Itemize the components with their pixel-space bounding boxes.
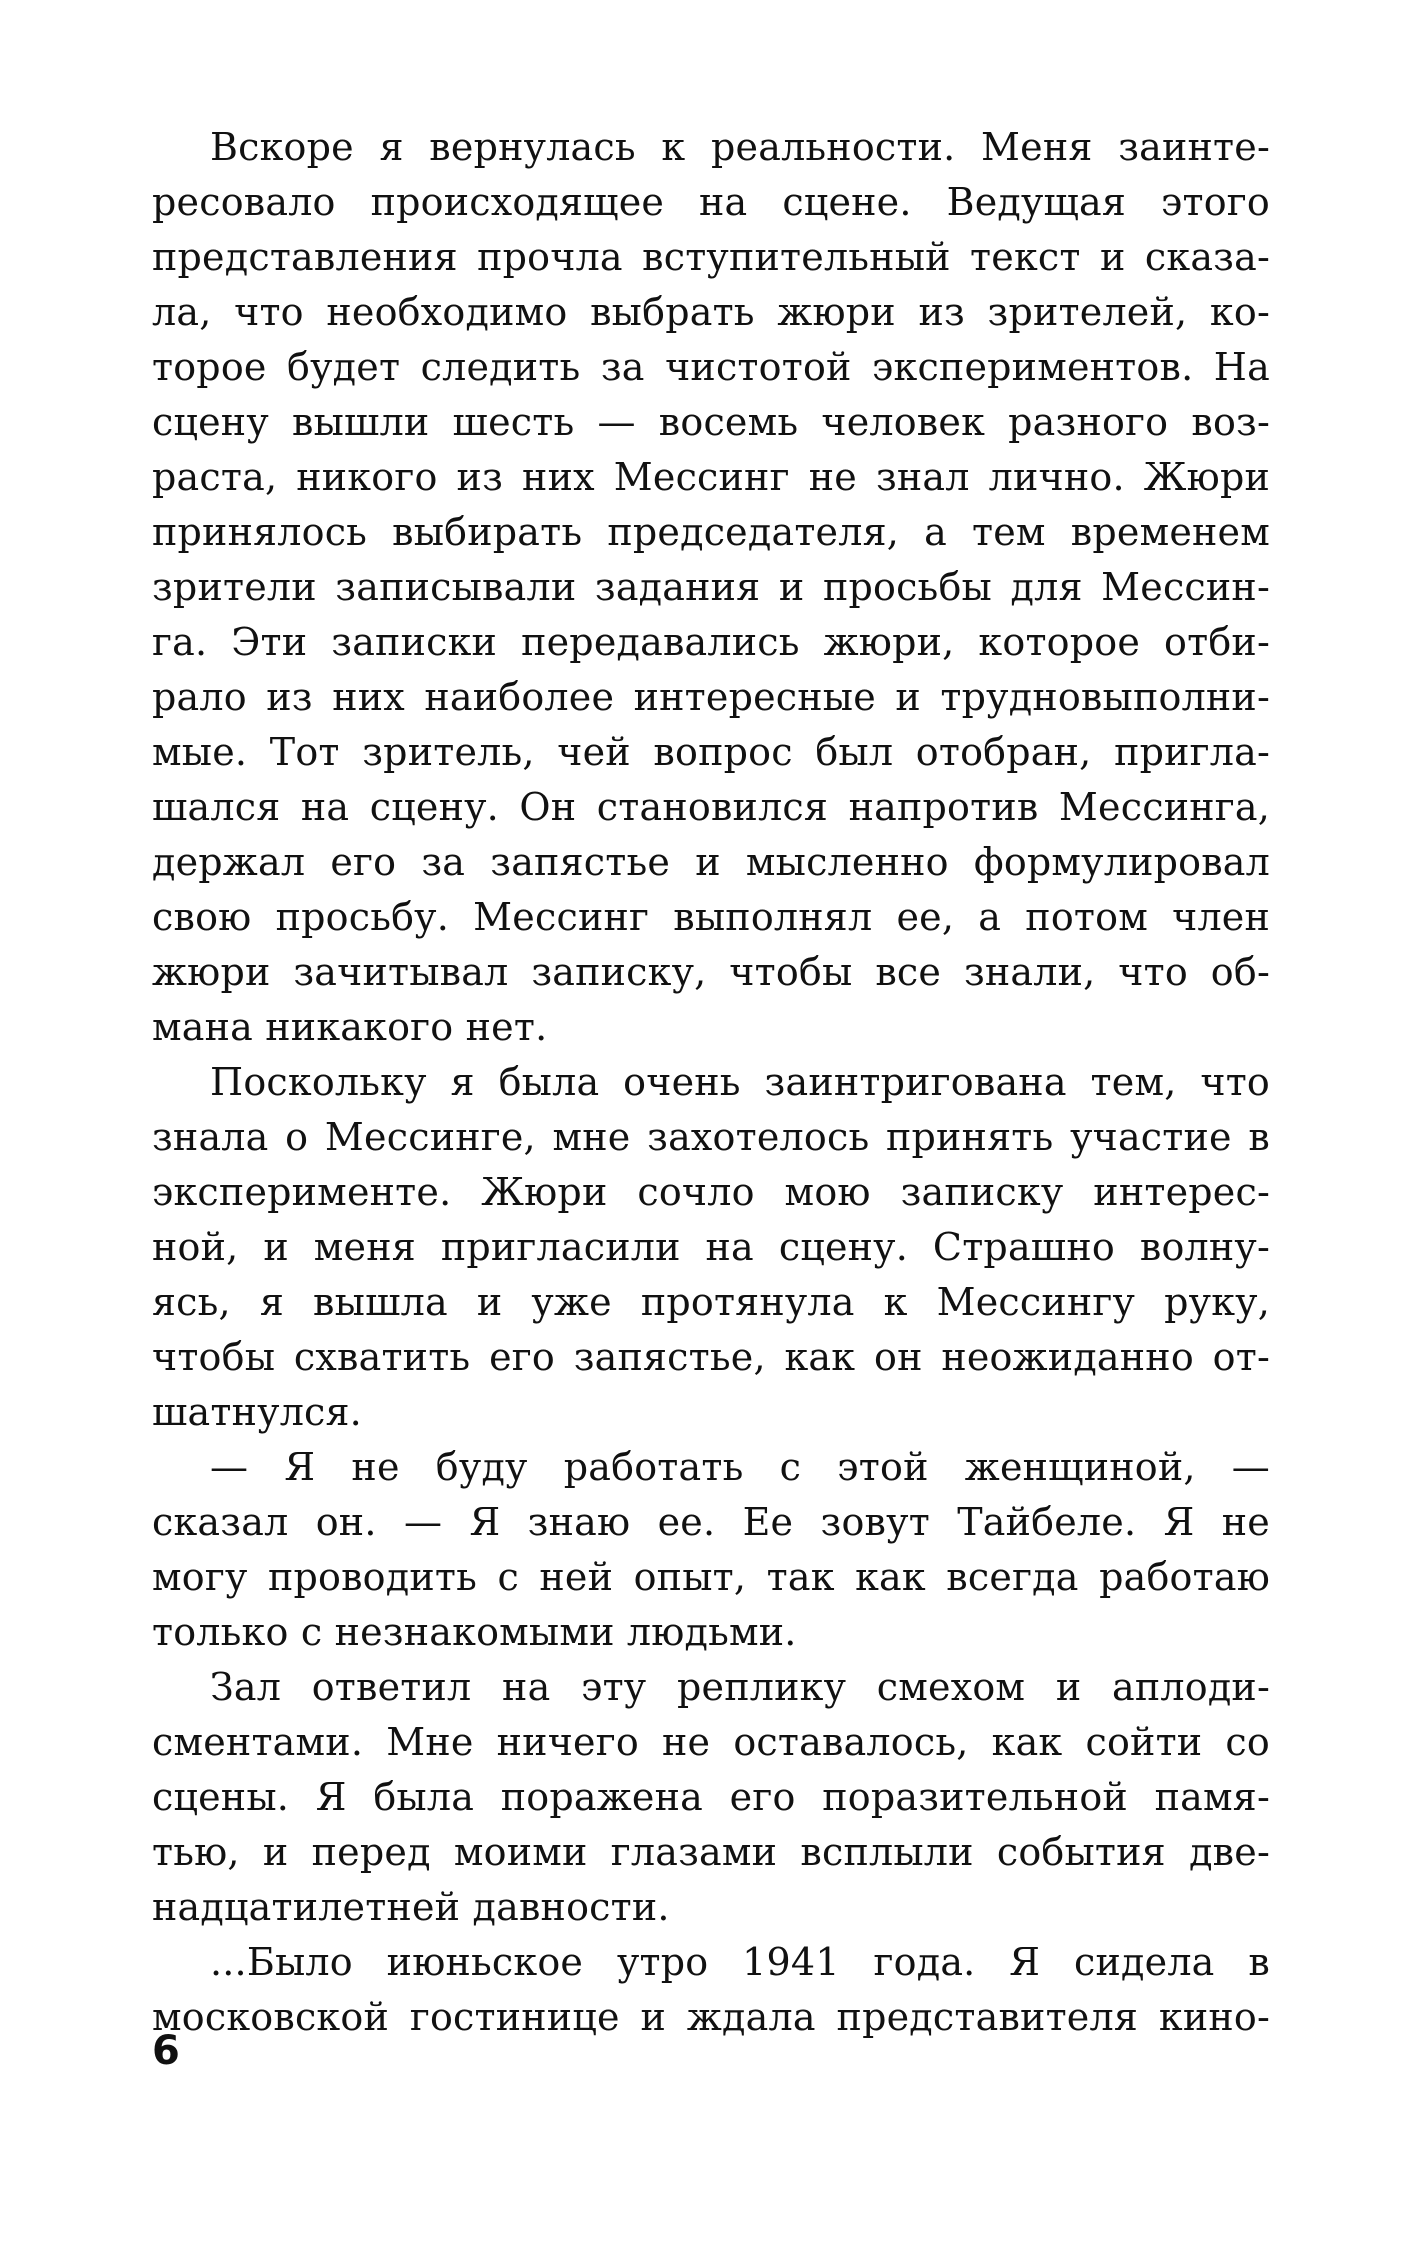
text-line: тью, и перед моими глазами всплыли события две-	[152, 1830, 1270, 1874]
text-line: зрители записывали задания и просьбы для Мессин-	[152, 565, 1270, 609]
page-number: 6	[152, 2028, 180, 2074]
paragraph-4	[152, 1660, 1270, 1935]
text-line: торое будет следить за чистотой экспериментов. На	[152, 345, 1270, 389]
text-line: Поскольку я была очень заинтригована тем, что	[210, 1060, 1270, 1104]
text-line: рало из них наиболее интересные и трудновыполни-	[152, 675, 1270, 719]
text-line: московской гостинице и ждала представителя кино-	[152, 1995, 1270, 2039]
text-line: только с незнакомыми людьми.	[152, 1610, 797, 1654]
text-line: мана никакого нет.	[152, 1005, 548, 1049]
text-line: Вскоре я вернулась к реальности. Меня заинте-	[210, 125, 1270, 169]
text-line: представления прочла вступительный текст и сказа-	[152, 235, 1270, 279]
text-line: — Я не буду работать с этой женщиной, —	[210, 1445, 1270, 1489]
text-line: ...Было июньское утро 1941 года. Я сидела в	[210, 1940, 1270, 1984]
text-line: чтобы схватить его запястье, как он неожиданно от-	[152, 1335, 1270, 1379]
text-line: раста, никого из них Мессинг не знал лично. Жюри	[152, 455, 1270, 499]
text-line: ясь, я вышла и уже протянула к Мессингу руку,	[152, 1280, 1270, 1324]
text-line: держал его за запястье и мысленно формулировал	[152, 840, 1270, 884]
text-line: ресовало происходящее на сцене. Ведущая этого	[152, 180, 1270, 224]
text-line: жюри зачитывал записку, чтобы все знали, что об-	[152, 950, 1270, 994]
text-line: свою просьбу. Мессинг выполнял ее, а потом член	[152, 895, 1270, 939]
text-line: Зал ответил на эту реплику смехом и аплоди-	[210, 1665, 1270, 1709]
text-line: сказал он. — Я знаю ее. Ее зовут Тайбеле. Я не	[152, 1500, 1270, 1544]
text-line: ла, что необходимо выбрать жюри из зрителей, ко-	[152, 290, 1270, 334]
text-line: надцатилетней давности.	[152, 1885, 670, 1929]
text-line: шатнулся.	[152, 1390, 362, 1434]
text-line: ной, и меня пригласили на сцену. Страшно волну-	[152, 1225, 1270, 1269]
text-line: га. Эти записки передавались жюри, которое отби-	[152, 620, 1270, 664]
text-line: сцену вышли шесть — восемь человек разного воз-	[152, 400, 1270, 444]
text-line: знала о Мессинге, мне захотелось принять участие в	[152, 1115, 1270, 1159]
paragraph-1	[152, 120, 1270, 1055]
text-line: мые. Тот зритель, чей вопрос был отобран, пригла-	[152, 730, 1270, 774]
paragraph-2	[152, 1055, 1270, 1440]
text-line: шался на сцену. Он становился напротив Мессинга,	[152, 785, 1270, 829]
text-line: сцены. Я была поражена его поразительной памя-	[152, 1775, 1270, 1819]
text-line: сментами. Мне ничего не оставалось, как сойти со	[152, 1720, 1270, 1764]
text-line: эксперименте. Жюри сочло мою записку интерес-	[152, 1170, 1270, 1214]
text-line: принялось выбирать председателя, а тем временем	[152, 510, 1270, 554]
text-line: могу проводить с ней опыт, так как всегда работаю	[152, 1555, 1270, 1599]
body-text	[152, 120, 1270, 2045]
paragraph-3	[152, 1440, 1270, 1660]
paragraph-5	[152, 1935, 1270, 2045]
